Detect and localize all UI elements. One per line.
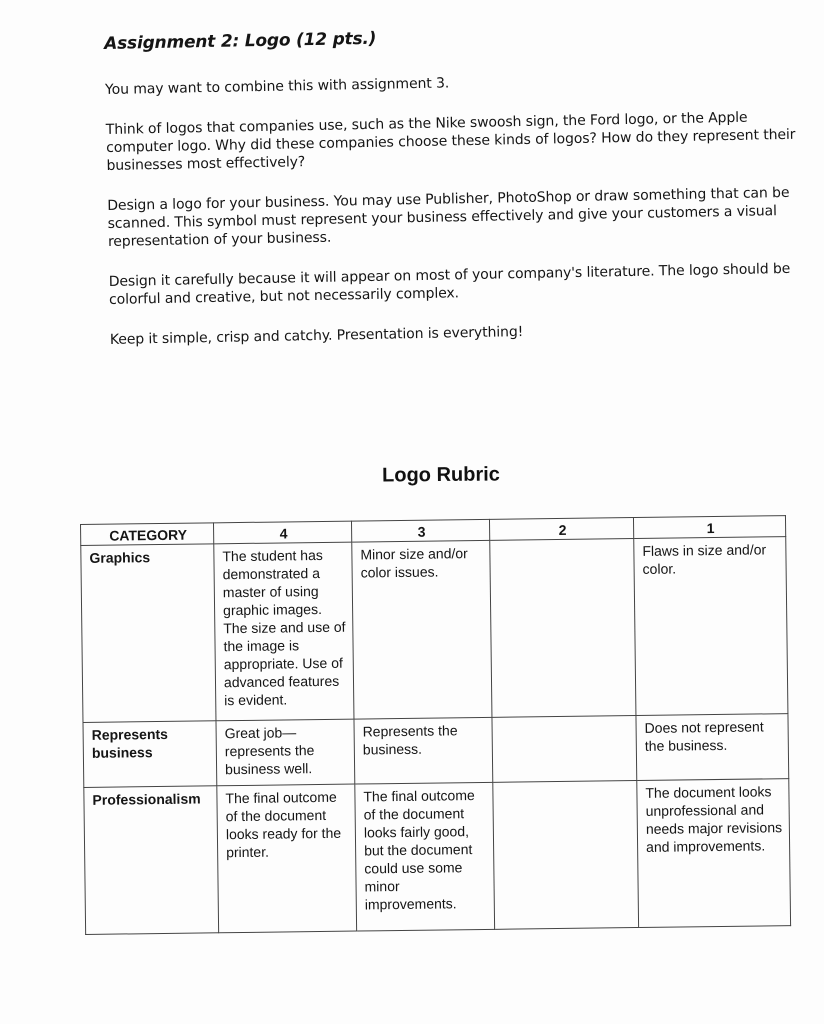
header-score-1: 1 <box>633 516 785 539</box>
professionalism-score-2 <box>493 781 639 930</box>
rubric-title: Logo Rubric <box>382 463 500 487</box>
assignment-section <box>104 21 800 371</box>
business-score-2 <box>492 716 637 783</box>
intro-paragraph: You may want to combine this with assignment 3. <box>104 75 450 98</box>
graphics-score-2 <box>490 539 636 718</box>
assignment-title: Assignment 2: Logo (12 pts.) <box>104 28 377 54</box>
professionalism-score-4: The final outcome of the document looks ready for the printer. <box>217 784 357 933</box>
category-graphics: Graphics <box>81 544 216 723</box>
business-score-1: Does not represent the business. <box>636 714 789 781</box>
business-score-4: Great job—represents the business well. <box>216 719 355 786</box>
rubric-row-graphics <box>81 537 788 723</box>
category-professionalism: Professionalism <box>84 786 219 935</box>
rubric-row-professionalism <box>84 779 791 935</box>
header-category: CATEGORY <box>81 523 214 546</box>
header-score-2: 2 <box>489 518 633 541</box>
header-score-3: 3 <box>351 519 489 542</box>
professionalism-score-1: The document looks unprofessional and needs major revisions and improvements. <box>637 779 791 928</box>
logos-question-paragraph: Think of logos that companies use, such as the Nike swoosh sign, the Ford logo, or the Apple computer logo. Why did these companies choose these kinds of logos? How do they represent their businesses most effectively? <box>105 109 796 174</box>
presentation-paragraph: Keep it simple, crisp and catchy. Presentation is everything! <box>109 324 524 348</box>
business-score-3: Represents the business. <box>354 717 493 784</box>
graphics-score-1: Flaws in size and/or color. <box>634 537 788 716</box>
rubric-table <box>80 515 791 935</box>
header-score-4: 4 <box>213 521 351 544</box>
rubric-table-wrapper <box>80 515 790 935</box>
professionalism-score-3: The final outcome of the document looks fairly good, but the document could use some minor improvements. <box>355 782 495 931</box>
design-instructions-paragraph: Design a logo for your business. You may use Publisher, PhotoShop or draw something that can be scanned. This symbol must represent your business effectively and give your customers a visual representation of your business. <box>107 184 790 250</box>
category-represents-business: Represents business <box>83 721 217 788</box>
graphics-score-4: The student has demonstrated a master of using graphic images. The size and use of the image is appropriate. Use of advanced features is evident. <box>214 542 354 721</box>
graphics-score-3: Minor size and/or color issues. <box>352 540 492 719</box>
rubric-row-business <box>83 714 789 788</box>
design-careful-paragraph: Design it carefully because it will appear on most of your company's literature. The logo should be colorful and creative, but not necessarily complex. <box>108 260 791 308</box>
